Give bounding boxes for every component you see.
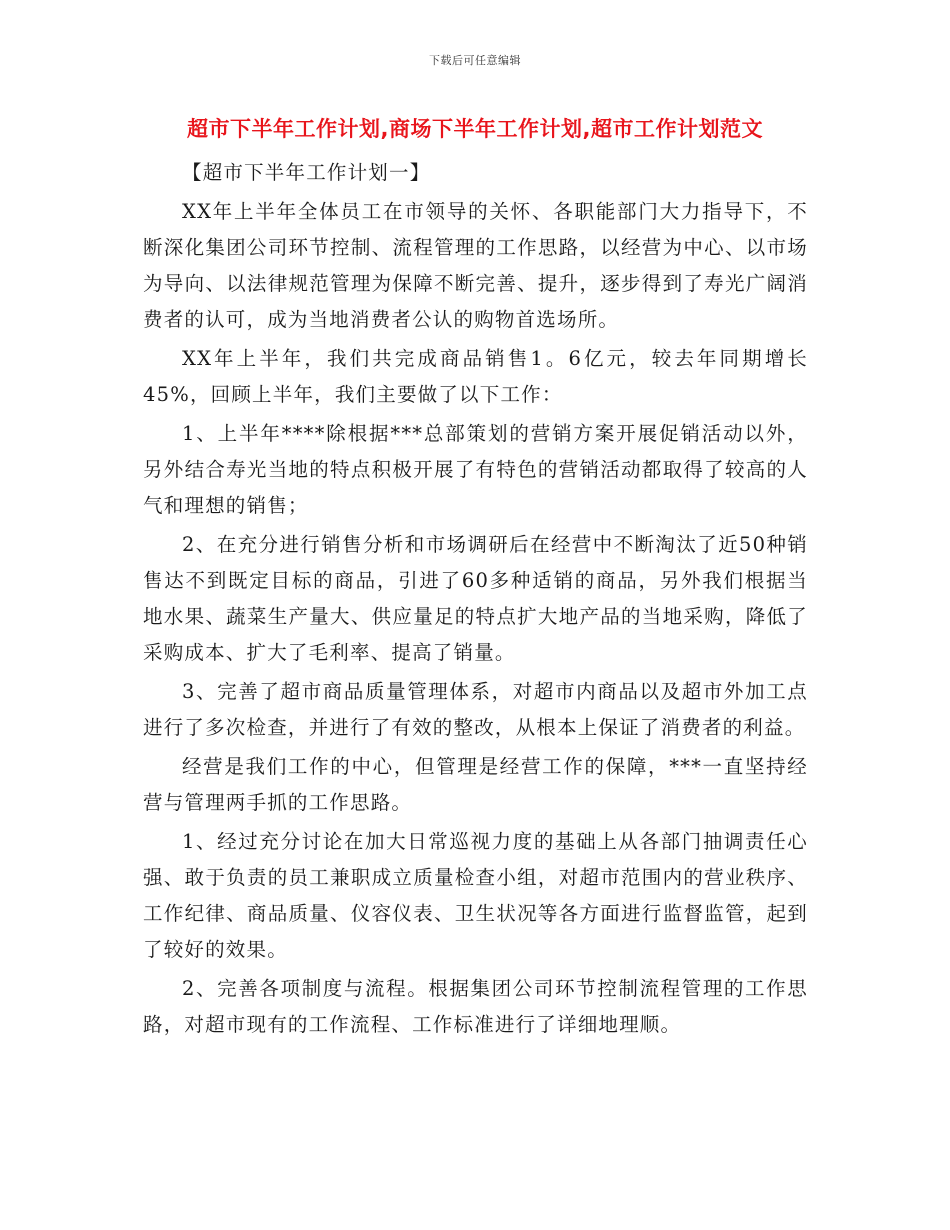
paragraph: 经营是我们工作的中心，但管理是经营工作的保障，***一直坚持经营与管理两手抓的工作思路。 <box>143 755 808 814</box>
document-title: 超市下半年工作计划,商场下半年工作计划,超市工作计划范文 <box>187 117 763 141</box>
paragraph: 2、完善各项制度与流程。根据集团公司环节控制流程管理的工作思路，对超市现有的工作流程、工作标准进行了详细地理顺。 <box>143 977 808 1036</box>
paragraph: 3、完善了超市商品质量管理体系，对超市内商品以及超市外加工点进行了多次检查，并进行了有效的整改，从根本上保证了消费者的利益。 <box>143 680 808 739</box>
paragraph: XX年上半年，我们共完成商品销售1。6亿元，较去年同期增长45%，回顾上半年，我们主要做了以下工作： <box>143 347 808 406</box>
paragraph: 1、上半年****除根据***总部策划的营销方案开展促销活动以外，另外结合寿光当地的特点积极开展了有特色的营销活动都取得了较高的人气和理想的销售； <box>143 422 808 517</box>
document-body <box>143 155 808 1046</box>
paragraph: XX年上半年全体员工在市领导的关怀、各职能部门大力指导下，不断深化集团公司环节控制、流程管理的工作思路，以经营为中心、以市场为导向、以法律规范管理为保障不断完善、提升，逐步得到了寿光广阔消费者的认可，成为当地消费者公认的购物首选场所。 <box>143 200 808 331</box>
paragraph: 2、在充分进行销售分析和市场调研后在经营中不断淘汰了近50种销售达不到既定目标的商品，引进了60多种适销的商品，另外我们根据当地水果、蔬菜生产量大、供应量足的特点扩大地产品的当地采购，降低了采购成本、扩大了毛利率、提高了销量。 <box>143 533 808 664</box>
section-heading: 【超市下半年工作计划一】 <box>182 161 431 184</box>
paragraph: 1、经过充分讨论在加大日常巡视力度的基础上从各部门抽调责任心强、敢于负责的员工兼职成立质量检查小组，对超市范围内的营业秩序、工作纪律、商品质量、仪容仪表、卫生状况等各方面进行监督监管，起到了较好的效果。 <box>143 830 808 961</box>
page-header-note: 下载后可任意编辑 <box>429 54 521 67</box>
